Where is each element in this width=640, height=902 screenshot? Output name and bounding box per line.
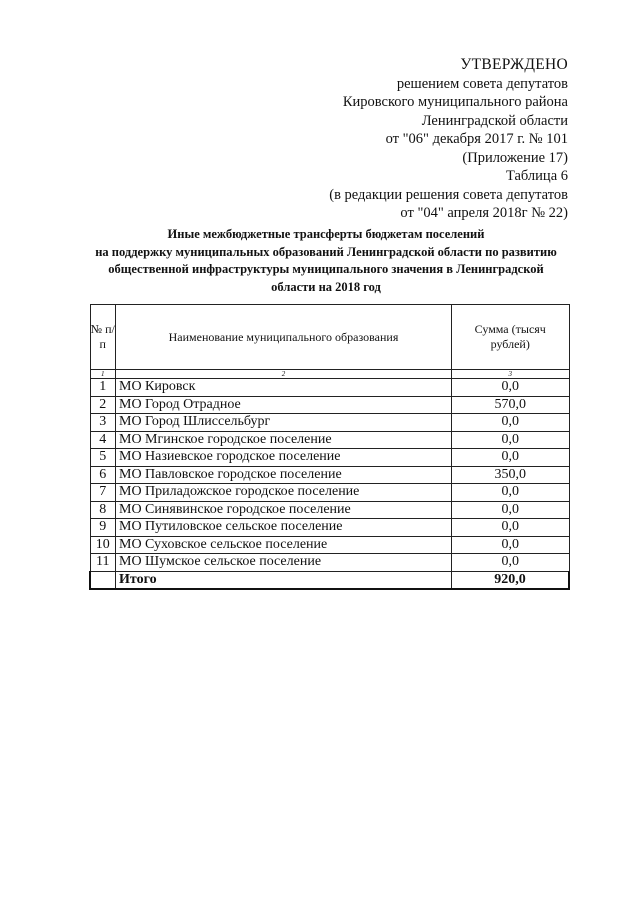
approval-line: Кировского муниципального района <box>342 94 568 110</box>
table-row <box>90 466 569 484</box>
approval-line: Ленинградской области <box>421 112 568 129</box>
row-name: МО Назиевское городское поселение <box>116 449 452 467</box>
row-sum: 0,0 <box>452 431 570 449</box>
row-num: 7 <box>90 484 116 502</box>
approval-heading: УТВЕРЖДЕНО <box>460 56 568 73</box>
row-num: 6 <box>90 466 116 484</box>
total-sum: 920,0 <box>452 571 570 589</box>
row-num: 10 <box>90 536 116 554</box>
row-name: МО Синявинское городское поселение <box>116 501 452 519</box>
total-num-cell <box>90 571 116 589</box>
table-row <box>90 536 569 554</box>
title-line: Иные межбюджетные трансферты бюджетам поселений <box>167 227 485 241</box>
row-num: 3 <box>90 414 116 432</box>
row-name: МО Приладожское городское поселение <box>116 484 452 502</box>
table-row <box>90 484 569 502</box>
row-sum: 0,0 <box>452 414 570 432</box>
approval-line: решением совета депутатов <box>396 75 568 92</box>
table-row <box>90 379 569 397</box>
table-header-row <box>90 305 569 370</box>
document-title <box>78 226 574 296</box>
approval-line: от "06" декабря 2017 г. № 101 <box>385 131 568 147</box>
row-num: 1 <box>90 379 116 397</box>
total-label: Итого <box>116 571 452 589</box>
column-number: 1 <box>90 370 116 379</box>
table-row <box>90 501 569 519</box>
row-sum: 0,0 <box>452 501 570 519</box>
row-name: МО Город Отрадное <box>116 396 452 414</box>
title-line: области на 2018 год <box>271 279 381 294</box>
title-line: на поддержку муниципальных образований Ленинградской области по развитию <box>95 244 557 259</box>
row-num: 2 <box>90 396 116 414</box>
row-sum: 0,0 <box>452 484 570 502</box>
row-sum: 0,0 <box>452 554 570 572</box>
approval-line: (в редакции решения совета депутатов <box>329 186 568 203</box>
row-num: 8 <box>90 501 116 519</box>
row-name: МО Кировск <box>116 379 452 397</box>
header-name: Наименование муниципального образования <box>116 305 452 370</box>
approval-line: (Приложение 17) <box>462 149 568 166</box>
approval-line: Таблица 6 <box>505 168 568 184</box>
column-number: 2 <box>116 370 452 379</box>
total-row <box>90 571 569 589</box>
table-row <box>90 449 569 467</box>
row-sum: 0,0 <box>452 449 570 467</box>
transfers-table <box>89 304 570 590</box>
row-name: МО Шумское сельское поселение <box>116 554 452 572</box>
row-sum: 0,0 <box>452 519 570 537</box>
row-name: МО Павловское городское поселение <box>116 466 452 484</box>
row-name: МО Город Шлиссельбург <box>116 414 452 432</box>
table-row <box>90 414 569 432</box>
approval-block <box>238 56 568 223</box>
row-num: 4 <box>90 431 116 449</box>
row-name: МО Мгинское городское поселение <box>116 431 452 449</box>
row-sum: 570,0 <box>452 396 570 414</box>
table-row <box>90 431 569 449</box>
row-sum: 0,0 <box>452 536 570 554</box>
row-num: 11 <box>90 554 116 572</box>
column-number: 3 <box>452 370 570 379</box>
row-num: 9 <box>90 519 116 537</box>
table-row <box>90 519 569 537</box>
table-row <box>90 396 569 414</box>
header-sum: Сумма (тысяч рублей) <box>452 305 570 370</box>
header-num: № п/п <box>90 305 116 370</box>
row-num: 5 <box>90 449 116 467</box>
approval-line: от "04" апреля 2018г № 22) <box>400 205 568 221</box>
title-line: общественной инфраструктуры муниципального значения в Ленинградской <box>108 262 544 276</box>
row-sum: 0,0 <box>452 379 570 397</box>
row-name: МО Суховское сельское поселение <box>116 536 452 554</box>
row-sum: 350,0 <box>452 466 570 484</box>
row-name: МО Путиловское сельское поселение <box>116 519 452 537</box>
table-row <box>90 554 569 572</box>
column-number-row <box>90 370 569 379</box>
